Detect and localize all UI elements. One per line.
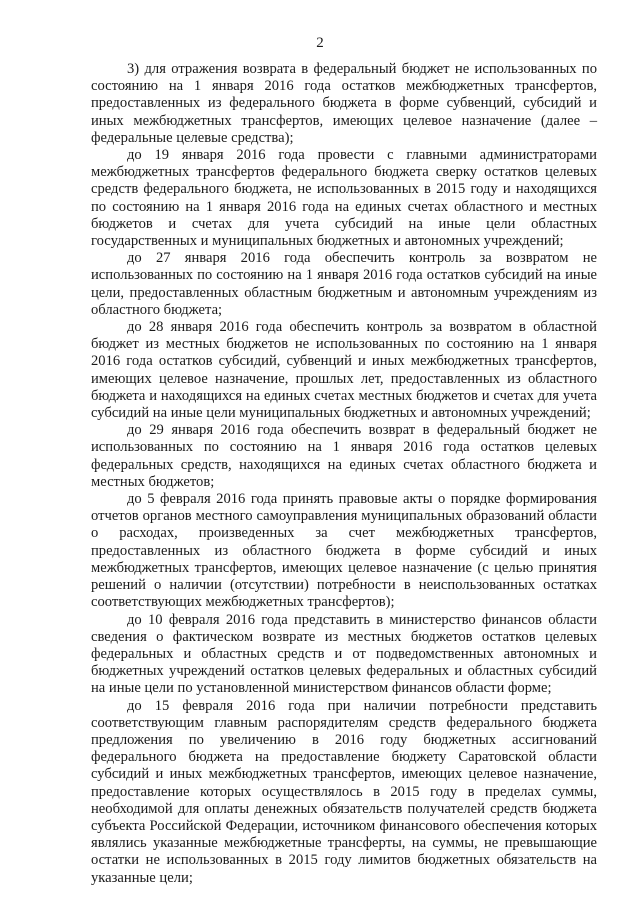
paragraph-legal-acts: до 5 февраля 2016 года принять правовые акты о порядке формирования отчетов органов местного самоуправления муниципальных образований области о расходах, произведенных за счет межбюджетных трансфертов, предоставленных из областного бюджета в форме субсидий и иных межбюджетных трансфертов, имеющих целевое назначение (с целью принятия решений о наличии (отсутствии) потребности в неиспользованных остатках соответствующих межбюджетных трансфертов);	[91, 491, 597, 611]
paragraph-local-budget-return-control: до 28 января 2016 года обеспечить контроль за возвратом в областной бюджет из местных бюджетов не использованных по состоянию на 1 января 2016 года остатков субсидий, субвенций и иных межбюджетных трансфертов, имеющих целевое назначение, прошлых лет, предоставленных из областного бюджета и находящихся на единых счетах местных бюджетов и счетах для учета субсидий на иные цели муниципальных бюджетных и автономных учреждений;	[91, 319, 597, 422]
page-number: 2	[316, 35, 324, 51]
paragraph-federal-return: до 29 января 2016 года обеспечить возврат в федеральный бюджет не использованных по состоянию на 1 января 2016 года остатков целевых федеральных средств, находящихся на единых счетах областного бюджета и местных бюджетов;	[91, 422, 597, 490]
paragraph-return-information: до 10 февраля 2016 года представить в министерство финансов области сведения о фактическом возврате из местных бюджетов остатков целевых федеральных и областных средств и от подведомственных автономных и бюджетных учреждений остатков целевых федеральных и областных субсидий на иные цели по установленной министерством финансов области форме;	[91, 611, 597, 697]
paragraph-reconciliation-deadline: до 19 января 2016 года провести с главными администраторами межбюджетных трансфертов федерального бюджета сверку остатков целевых средств федерального бюджета, не использованных в 2015 году и находящихся по состоянию на 1 января 2016 года на единых счетах областного и местных бюджетов и счетах для учета субсидий на иные цели областных государственных и муниципальных бюджетных и автономных учреждений;	[91, 147, 597, 250]
document-body	[91, 61, 597, 887]
paragraph-allocation-proposals: до 15 февраля 2016 года при наличии потребности представить соответствующим главным распорядителям средств федерального бюджета предложения по увеличению в 2016 году бюджетных ассигнований федерального бюджета на предоставление бюджету Саратовской области субсидий и иных межбюджетных трансфертов, имеющих целевое назначение, предоставление которых осуществлялось в 2015 году в пределах суммы, необходимой для оплаты денежных обязательств получателей средств бюджета субъекта Российской Федерации, источником финансового обеспечения которых являлись указанные межбюджетные трансферты, на суммы, не превышающие остатки не использованных в 2015 году лимитов бюджетных обязательств на указанные цели;	[91, 697, 597, 886]
paragraph-subsidy-return-control: до 27 января 2016 года обеспечить контроль за возвратом не использованных по состоянию на 1 января 2016 года остатков субсидий на иные цели, предоставленных областным бюджетным и автономным учреждениям из областного бюджета;	[91, 250, 597, 318]
paragraph-item-3: 3) для отражения возврата в федеральный бюджет не использованных по состоянию на 1 января 2016 года остатков межбюджетных трансфертов, предоставленных из федерального бюджета в форме субвенций, субсидий и иных межбюджетных трансфертов, имеющих целевое назначение (далее – федеральные целевые средства);	[91, 61, 597, 146]
